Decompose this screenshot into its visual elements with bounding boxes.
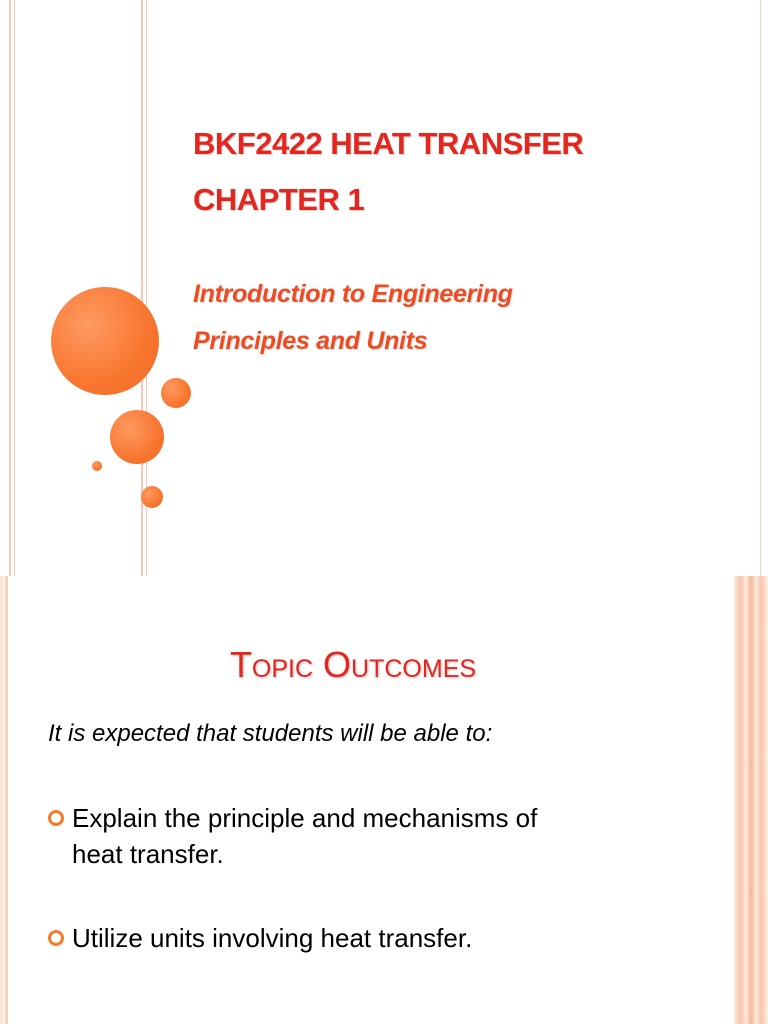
bullet-text: Explain the principle and mechanisms of (72, 803, 538, 833)
list-item (48, 800, 708, 872)
decor-circle (141, 486, 163, 508)
decor-line (9, 0, 11, 576)
slide-title-line1: BKF2422 HEAT TRANSFER (193, 126, 584, 161)
decor-circle-large (51, 287, 159, 395)
decor-line (14, 0, 15, 576)
decor-circle (92, 461, 102, 471)
bullet-text: Utilize units involving heat transfer. (72, 923, 473, 953)
slide-subtitle-line2: Principles and Units (193, 327, 428, 355)
outcomes-slide (0, 576, 768, 1024)
decor-line (760, 0, 761, 576)
intro-text: It is expected that students will be able to: (48, 720, 493, 747)
bullet-ring-icon (48, 930, 64, 946)
bullet-ring-icon (48, 810, 64, 826)
slide-title-line2: CHAPTER 1 (193, 182, 365, 217)
decor-circle (110, 410, 164, 464)
slide-heading: Topic Outcomes (229, 644, 477, 685)
bullet-text: heat transfer. (72, 839, 224, 869)
slide-subtitle-line1: Introduction to Engineering (193, 280, 513, 308)
decor-band-right (734, 576, 768, 1024)
list-item (48, 920, 708, 956)
decor-circle (161, 378, 191, 408)
